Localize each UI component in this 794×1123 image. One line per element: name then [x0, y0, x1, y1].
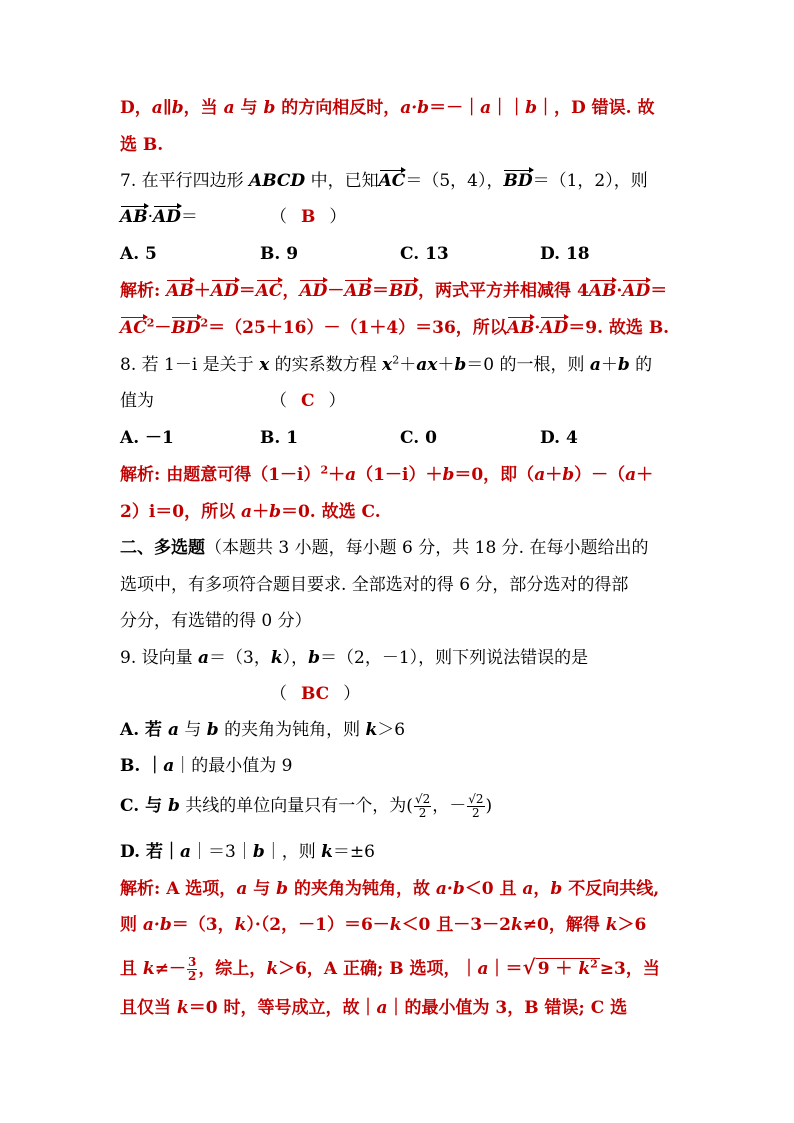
text: 选项中，有多项符合题目要求. 全部选对的得 6 分，部分选对的得部 — [120, 575, 629, 595]
text: ＝9. 故选 B. — [568, 318, 670, 338]
denominator: 2 — [418, 806, 427, 820]
text: ＋ — [193, 281, 211, 301]
option-b: B. 1 — [260, 428, 299, 448]
text: ＝0，即（ — [454, 465, 535, 485]
option-c: C. 13 — [400, 244, 449, 264]
text: ＞6，A 正确; B 选项，｜ — [278, 959, 478, 979]
text: 2）i＝0，所以 — [120, 502, 242, 522]
text: ＋ — [437, 355, 455, 375]
text: 的 — [629, 355, 653, 375]
text: ｜＝3｜ — [191, 842, 253, 862]
text: D， — [120, 98, 152, 118]
var-b: b — [276, 879, 289, 899]
radicand — [536, 958, 600, 979]
parallelogram-name: ABCD — [249, 171, 306, 191]
text: ＝0. 故选 C. — [280, 502, 381, 522]
fraction — [187, 956, 197, 983]
text: ＜0 且－3－2 — [401, 915, 511, 935]
var-k: k — [321, 842, 333, 862]
text: B. ｜ — [120, 756, 164, 776]
var-b: b — [550, 879, 563, 899]
var-a: a — [625, 465, 637, 485]
question-7-solution-2 — [120, 314, 680, 342]
vector-ad: AD — [211, 277, 239, 305]
question-8-stem — [120, 351, 680, 379]
text: （ — [270, 207, 287, 227]
text: ＋ — [399, 355, 417, 375]
text: ＝ — [650, 281, 668, 301]
var-k: k — [270, 648, 283, 668]
var-a: a — [522, 879, 534, 899]
exponent: 2 — [392, 353, 400, 367]
text: ＝ — [238, 281, 256, 301]
var-a: a — [223, 98, 235, 118]
solution-line-end — [120, 131, 680, 159]
text: 解析: 由题意可得（1－i） — [120, 465, 321, 485]
var-a: a — [534, 465, 546, 485]
text: ＞6 — [377, 720, 406, 740]
text: ＋ — [252, 502, 270, 522]
text: ｜的最小值为 3，B 错误; C 选 — [387, 998, 628, 1018]
text: ） — [329, 207, 347, 227]
text: 9 ＋ — [537, 959, 579, 979]
option-a: A. 5 — [120, 244, 157, 264]
question-8-solution-2 — [120, 498, 680, 526]
question-8-options — [120, 424, 680, 452]
exponent: 2 — [200, 316, 209, 330]
answer: C — [301, 391, 315, 411]
text: C. 与 — [120, 796, 168, 816]
fraction — [414, 793, 431, 820]
var-b: b — [525, 98, 537, 118]
text: ＝ — [180, 207, 198, 227]
vector-ab: AB — [507, 314, 535, 342]
vector-ac: AC — [379, 167, 406, 195]
answer-bracket — [270, 203, 346, 231]
vector-ac: AC — [120, 314, 147, 342]
section-title: 二、多选题 — [120, 538, 205, 558]
text: ， — [282, 281, 300, 301]
var-k: k — [510, 915, 523, 935]
question-7-solution — [120, 277, 680, 305]
text: 9. 设向量 — [120, 648, 199, 668]
text: ＞6 — [617, 915, 647, 935]
question-9-option-d — [120, 838, 680, 866]
var-k: k — [176, 998, 189, 1018]
var-k: k — [234, 915, 247, 935]
text: ，－ — [432, 796, 467, 816]
question-9-option-c — [120, 792, 680, 820]
question-8-stem-2 — [120, 387, 680, 415]
text: A. 若 — [120, 720, 168, 740]
var-a: a — [163, 756, 175, 776]
text: （ — [270, 391, 287, 411]
paren: ) — [485, 796, 493, 816]
text: ＝－｜ — [429, 98, 481, 118]
answer-bracket — [270, 387, 346, 415]
text: － — [327, 281, 345, 301]
var-b: b — [308, 648, 321, 668]
denominator: 2 — [472, 806, 480, 820]
var-x: x — [259, 355, 270, 375]
text: ＋ — [328, 465, 346, 485]
text: D. 若｜ — [120, 842, 180, 862]
text: ＝（1，2），则 — [532, 171, 648, 191]
var-a: a — [167, 720, 179, 740]
dot-product: a·b — [400, 98, 430, 118]
var-b: b — [168, 796, 180, 816]
text: ＝（5，4）， — [405, 171, 504, 191]
option-c: C. 0 — [400, 428, 437, 448]
section-instructions: （本题共 3 小题，每小题 6 分，共 18 分. 在每小题给出的 — [205, 538, 649, 558]
text: ＋ — [600, 355, 618, 375]
text: ）·（2，－1）＝6－ — [246, 915, 390, 935]
var-a: a — [589, 355, 601, 375]
text: ＜0 且 — [464, 879, 523, 899]
var-b: b — [171, 98, 184, 118]
var-k: k — [578, 959, 591, 979]
question-7-options — [120, 240, 680, 268]
section-2-heading — [120, 534, 680, 562]
question-7-stem-2 — [120, 203, 680, 231]
text: 与 — [178, 720, 207, 740]
text: ，综上， — [198, 959, 267, 979]
var-a: a — [151, 98, 163, 118]
text: · — [534, 318, 541, 338]
text: ＝（3， — [209, 648, 271, 668]
question-9-solution-3 — [120, 950, 680, 984]
parallel-symbol: ∥ — [162, 98, 172, 118]
var-b: b — [269, 502, 281, 522]
text: 且 — [120, 959, 143, 979]
text: · — [616, 281, 623, 301]
text: 分分，有选错的得 0 分） — [120, 611, 312, 631]
var-a: a — [179, 842, 191, 862]
var-k: k — [266, 959, 279, 979]
term-ax: ax — [416, 355, 438, 375]
question-9-solution-4 — [120, 994, 680, 1022]
text: ＋ — [636, 465, 654, 485]
option-b: B. 9 — [260, 244, 299, 264]
text: （ — [270, 684, 287, 704]
question-9-solution-2 — [120, 911, 680, 939]
text: ＝（25＋16）－（1＋4）＝36，所以 — [208, 318, 507, 338]
text: 值为 — [120, 391, 154, 411]
exponent: 2 — [320, 463, 329, 477]
text: ｜的最小值为 9 — [174, 756, 293, 776]
vector-ab: AB — [589, 277, 617, 305]
text: 则 — [120, 915, 143, 935]
text: ｜，D 错误. 故 — [536, 98, 655, 118]
var-b: b — [263, 98, 276, 118]
vector-ad: AD — [540, 314, 568, 342]
vector-ad: AD — [622, 277, 650, 305]
text: ） — [328, 391, 346, 411]
question-7-stem — [120, 167, 680, 195]
vector-bd: BD — [171, 314, 200, 342]
var-b: b — [562, 465, 575, 485]
denominator: 2 — [187, 969, 197, 983]
text: 的夹角为钝角，故 — [288, 879, 436, 899]
text: 8. 若 1－i 是关于 — [120, 355, 260, 375]
var-a: a — [376, 998, 388, 1018]
answer: BC — [301, 684, 330, 704]
text: 7. 在平行四边形 — [120, 171, 250, 191]
text: 的实系数方程 — [269, 355, 383, 375]
section-2-instructions-3 — [120, 607, 680, 635]
answer-bracket — [270, 680, 360, 708]
text: ＝（2，－1），则下列说法错误的是 — [320, 648, 589, 668]
question-9-stem — [120, 644, 680, 672]
vector-ac: AC — [256, 277, 283, 305]
text: 中，已知 — [305, 171, 379, 191]
text: ）－（ — [574, 465, 626, 485]
vector-bd: BD — [503, 167, 532, 195]
text: 解析: — [120, 281, 167, 301]
var-k: k — [142, 959, 155, 979]
radical-sign: √ — [522, 955, 536, 979]
text: 解析: A 选项， — [120, 879, 237, 899]
text: 且仅当 — [120, 998, 177, 1018]
numerator: √2 — [414, 792, 431, 806]
question-9-solution — [120, 875, 680, 903]
text: 不反向共线, — [562, 879, 660, 899]
text: － — [154, 318, 172, 338]
var-b: b — [442, 465, 455, 485]
var-b: b — [252, 842, 265, 862]
var-a: a — [480, 98, 492, 118]
text: ＝ — [371, 281, 389, 301]
text: 与 — [247, 879, 277, 899]
option-d: D. 4 — [540, 428, 578, 448]
section-2-instructions-2 — [120, 571, 680, 599]
var-k: k — [605, 915, 618, 935]
text: ） — [343, 684, 361, 704]
vector-bd: BD — [389, 277, 418, 305]
dot-product: a·b — [142, 915, 172, 935]
var-k: k — [389, 915, 402, 935]
question-8-solution — [120, 461, 680, 489]
fraction — [467, 793, 484, 820]
option-a: A. －1 — [120, 428, 174, 448]
var-a: a — [198, 648, 210, 668]
text: ＝（3， — [171, 915, 235, 935]
var-a: a — [345, 465, 357, 485]
numerator: 3 — [187, 955, 197, 969]
text: ， — [533, 879, 551, 899]
text: 选 B. — [120, 135, 164, 155]
answer: B — [301, 207, 316, 227]
var-k: k — [365, 720, 378, 740]
text: ≠－ — [154, 959, 186, 979]
text: ＋ — [545, 465, 563, 485]
vector-ab: AB — [166, 277, 194, 305]
text: 的夹角为钝角，则 — [218, 720, 366, 740]
numerator: √2 — [468, 792, 484, 806]
text: ｜｜ — [491, 98, 526, 118]
vector-ad: AD — [299, 277, 327, 305]
vector-ab: AB — [120, 203, 148, 231]
exponent: 2 — [146, 316, 155, 330]
text: ≠0，解得 — [522, 915, 606, 935]
paren: ( — [406, 796, 413, 816]
var-x: x — [382, 355, 393, 375]
text: ，当 — [183, 98, 224, 118]
var-a: a — [236, 879, 248, 899]
solution-line-continued — [120, 94, 680, 122]
var-a: a — [241, 502, 253, 522]
text: 共线的单位向量只有一个，为 — [179, 796, 407, 816]
text: 的方向相反时， — [275, 98, 401, 118]
var-b: b — [617, 355, 630, 375]
var-b: b — [454, 355, 467, 375]
vector-ab: AB — [344, 277, 372, 305]
question-9-answer-line — [120, 680, 680, 708]
var-b: b — [206, 720, 219, 740]
text: ≥3，当 — [599, 959, 660, 979]
text: ，两式平方并相减得 4 — [418, 281, 589, 301]
text: · — [147, 207, 153, 227]
text: ｜＝ — [488, 959, 523, 979]
dot-product: a·b — [435, 879, 465, 899]
text: ＝±6 — [332, 842, 375, 862]
text: （1－i）＋ — [356, 465, 443, 485]
option-d: D. 18 — [540, 244, 590, 264]
question-9-option-a — [120, 716, 680, 744]
vector-ad: AD — [153, 203, 181, 231]
var-a: a — [477, 959, 489, 979]
question-9-option-b — [120, 752, 680, 780]
text: ＝0 时，等号成立，故｜ — [188, 998, 377, 1018]
text: 与 — [234, 98, 264, 118]
text: ＝0 的一根，则 — [466, 355, 590, 375]
text: ｜，则 — [264, 842, 322, 862]
exponent: 2 — [590, 957, 598, 971]
text: ）， — [282, 648, 309, 668]
